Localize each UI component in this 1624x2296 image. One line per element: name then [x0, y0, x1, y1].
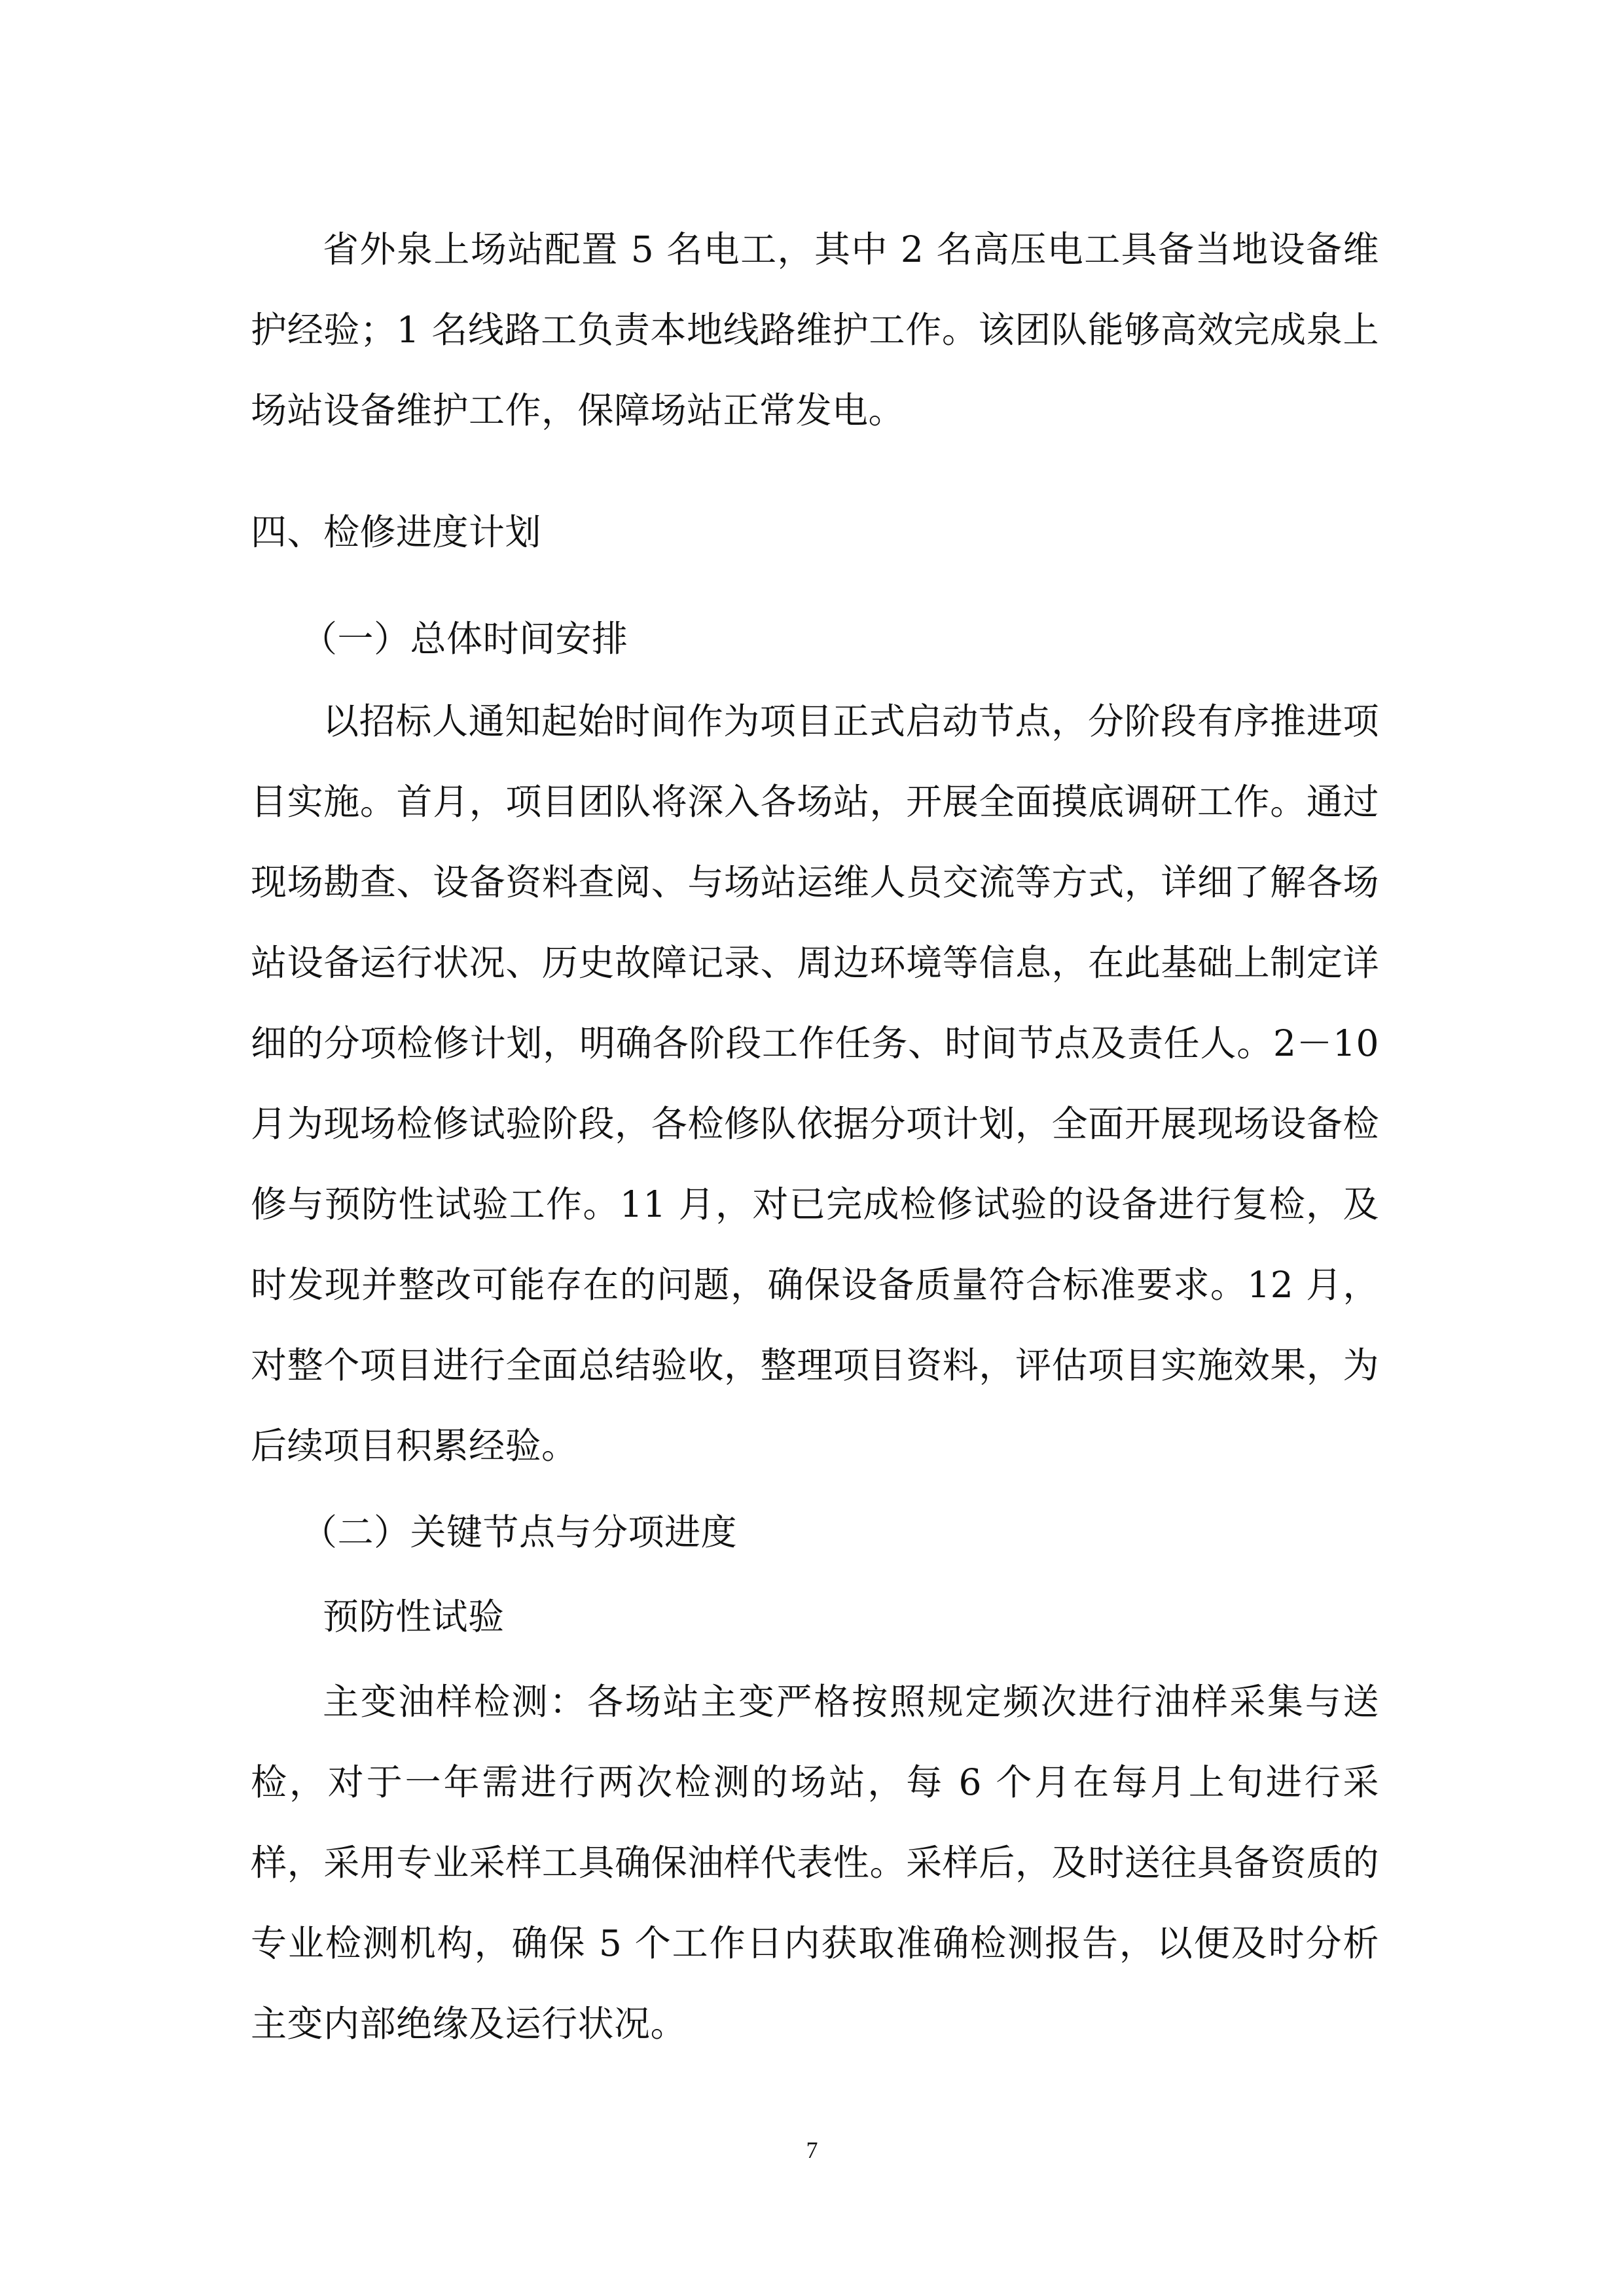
- section-heading: 四、检修进度计划: [251, 511, 542, 553]
- subsection-title-2: （二）关键节点与分项进度: [301, 1511, 738, 1553]
- page-number: 7: [806, 2137, 818, 2163]
- team-paragraph: 省外泉上场站配置 5 名电工，其中 2 名高压电工具备当地设备维护经验；1 名线路工负责本地线路维护工作。该团队能够高效完成泉上场站设备维护工作，保障场站正常发电。: [251, 228, 1379, 431]
- item-heading: 预防性试验: [323, 1596, 505, 1638]
- subsection-title-1: （一）总体时间安排: [301, 618, 628, 660]
- oil-test-paragraph: 主变油样检测：各场站主变严格按照规定频次进行油样采集与送检，对于一年需进行两次检测的场站，每 6 个月在每月上旬进行采样，采用专业采样工具确保油样代表性。采样后，及时送往具备资质的专业检测机构，确保 5 个工作日内获取准确检测报告，以便及时分析主变内部绝缘及运行状况。: [251, 1681, 1379, 2045]
- schedule-paragraph: 以招标人通知起始时间作为项目正式启动节点，分阶段有序推进项目实施。首月，项目团队将深入各场站，开展全面摸底调研工作。通过现场勘查、设备资料查阅、与场站运维人员交流等方式，详细了解各场站设备运行状况、历史故障记录、周边环境等信息，在此基础上制定详细的分项检修计划，明确各阶段工作任务、时间节点及责任人。2－10 月为现场检修试验阶段，各检修队依据分项计划，全面开展现场设备检修与预防性试验工作。11 月，对已完成检修试验的设备进行复检，及时发现并整改可能存在的问题，确保设备质量符合标准要求。12 月，对整个项目进行全面总结验收，整理项目资料，评估项目实施效果，为后续项目积累经验。: [251, 700, 1379, 1467]
